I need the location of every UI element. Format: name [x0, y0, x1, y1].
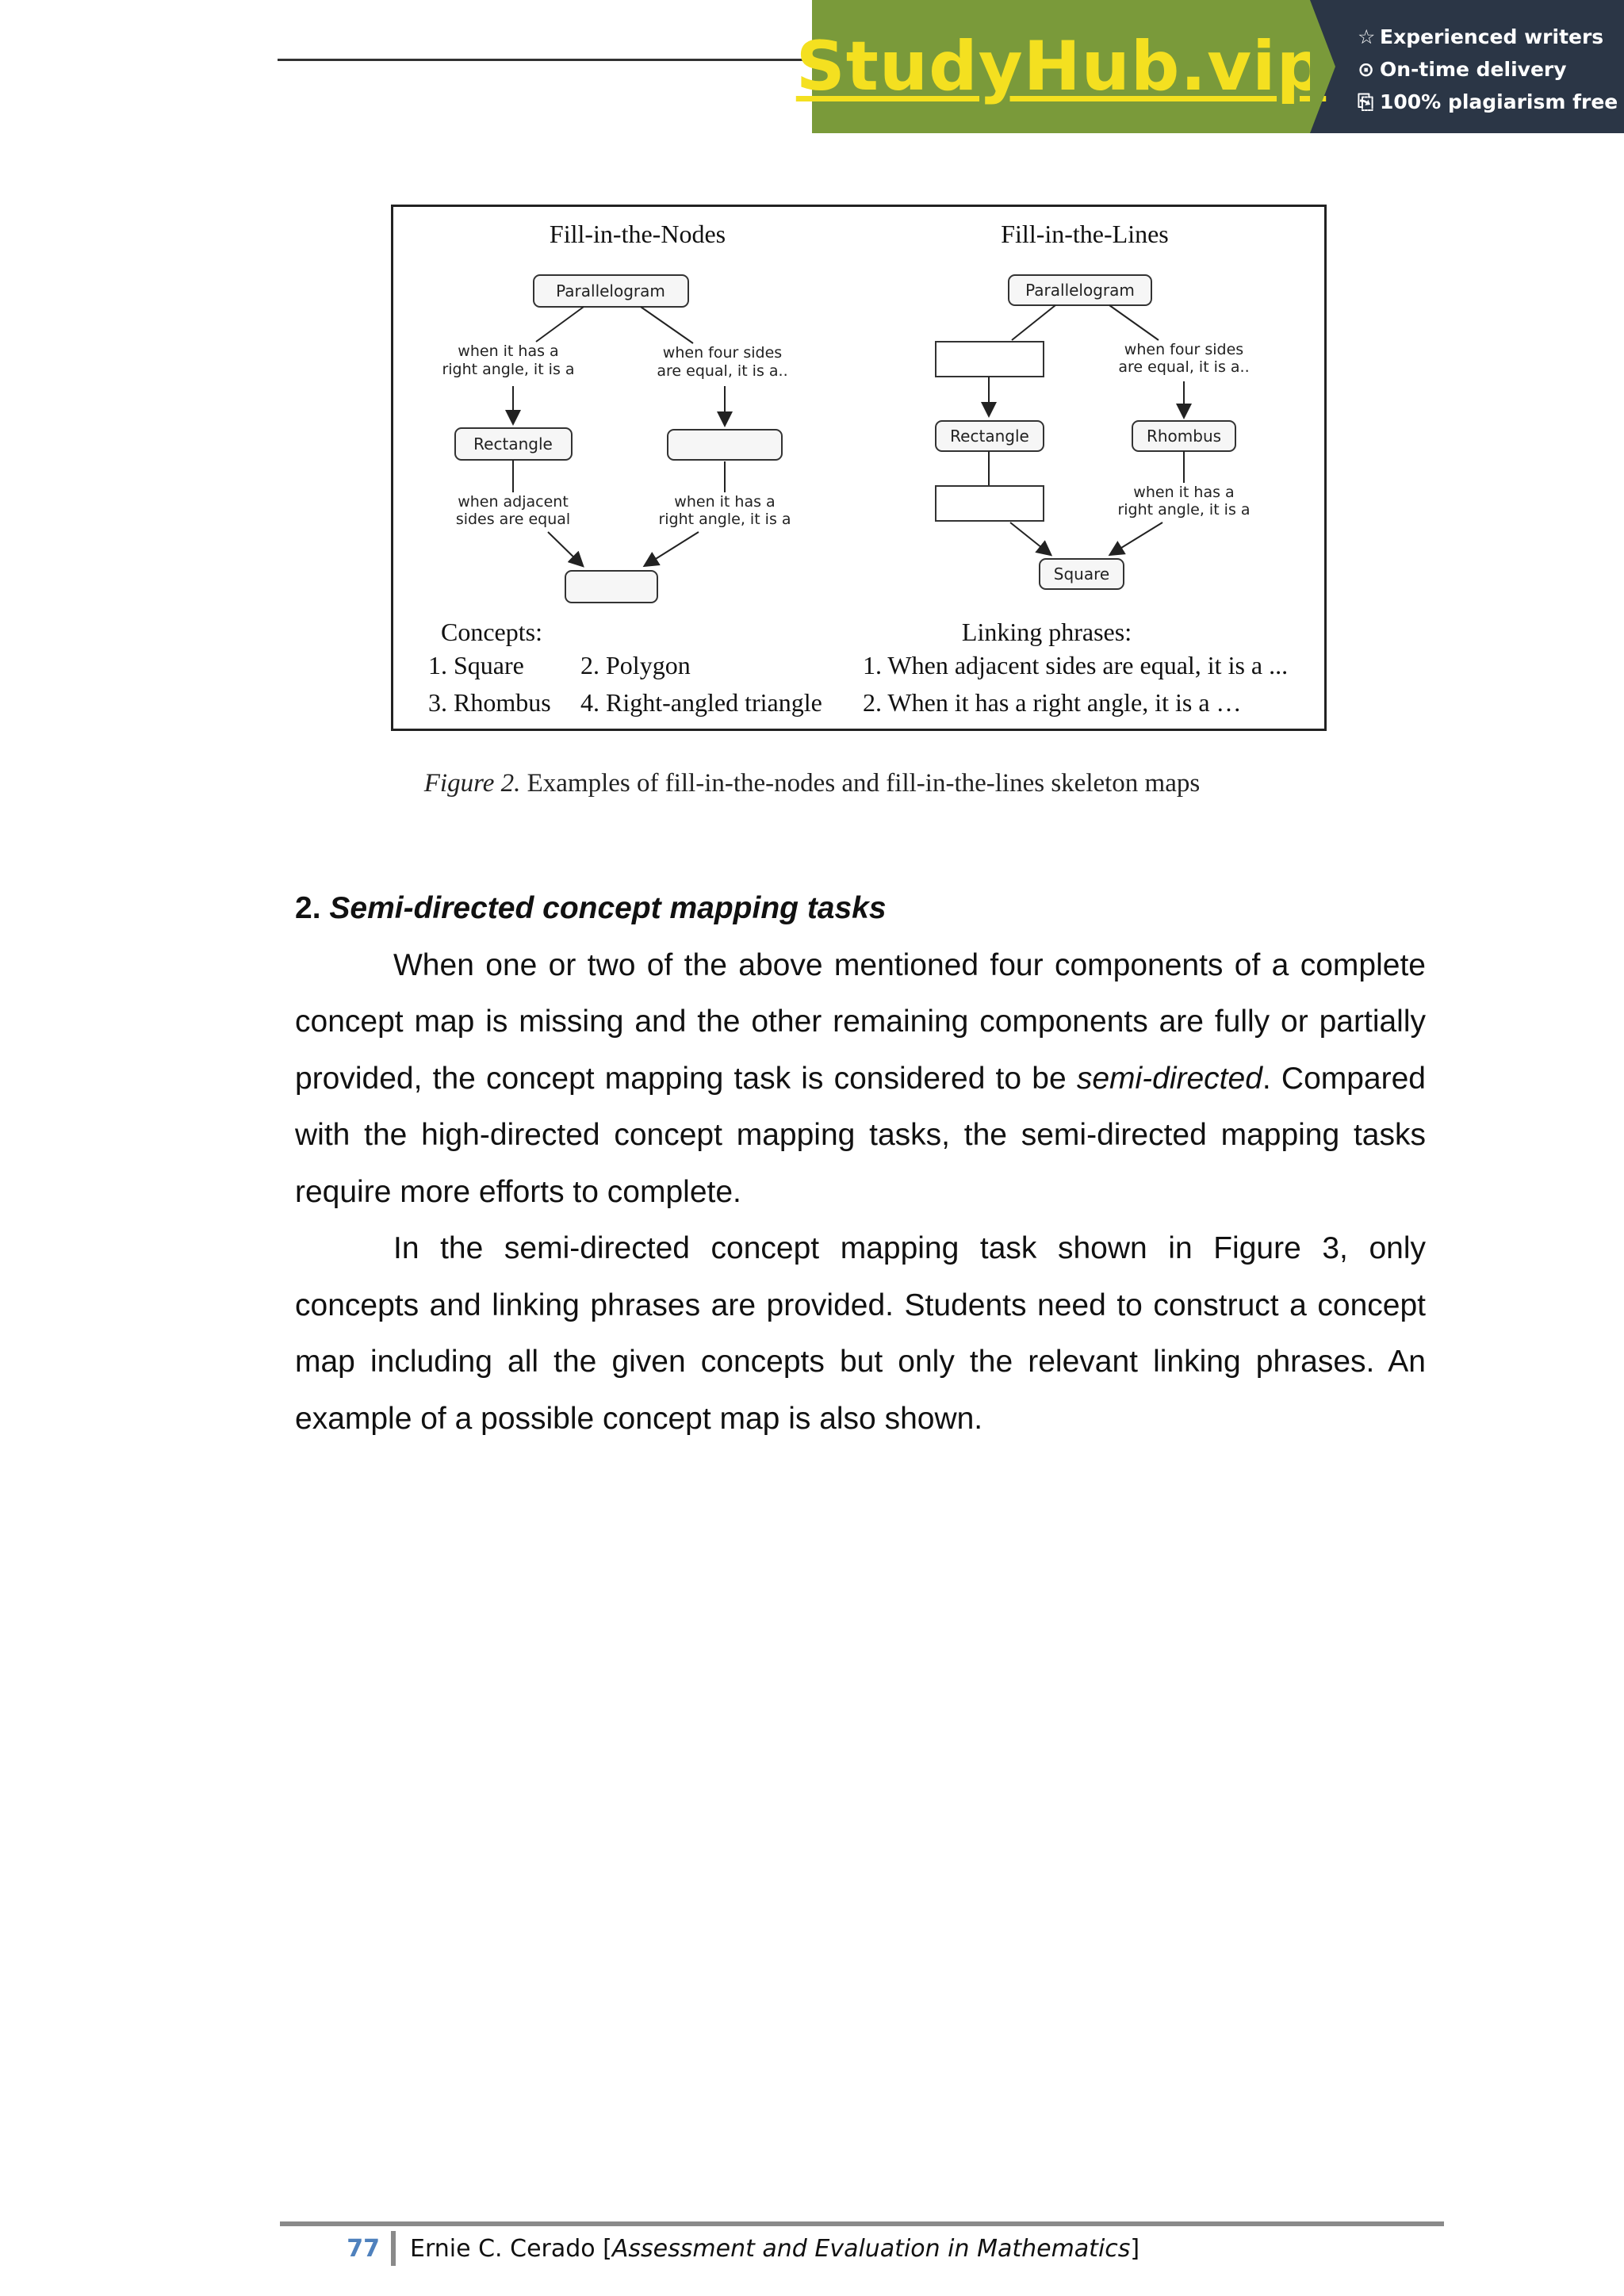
section-heading [295, 880, 1426, 937]
right-rhombus-label: Rhombus [1146, 427, 1222, 446]
footer-author: Ernie C. Cerado [ [410, 2234, 612, 2263]
right-link-four-sides-1: when four sides [1124, 341, 1244, 358]
feature-experienced: ☆ Experienced writers [1358, 21, 1624, 53]
section-number: 2. [295, 891, 330, 925]
footer-separator [391, 2231, 396, 2266]
banner-features [1310, 0, 1624, 133]
left-link-adjacent-2: sides are equal [455, 511, 571, 528]
concept-3: 3. Rhombus [428, 688, 551, 717]
left-link-four-sides-2: are equal, it is a.. [657, 362, 788, 380]
clock-icon: ⊙ [1358, 58, 1374, 81]
right-link-four-sides-2: are equal, it is a.. [1118, 358, 1250, 376]
linking-phrase-2: 2. When it has a right angle, it is a … [863, 688, 1242, 717]
feature-plagiarism: ⎘ 100% plagiarism free [1358, 86, 1624, 118]
left-link-four-sides-1: when four sides [662, 344, 783, 362]
right-link-right-angle-1: when it has a [1133, 484, 1235, 501]
right-blank-link-1 [936, 342, 1044, 377]
right-arrow-2 [1111, 522, 1162, 554]
left-node-blank-1 [668, 430, 782, 460]
paragraph-2: In the semi-directed concept mapping task shown in Figure 3, only concepts and linking phrases are provided. Students need to construct a concept map including all the given concepts but only the relevant linking phrases. An example of a possible concept map is also shown. [295, 1231, 1426, 1436]
concepts-heading: Concepts: [441, 618, 542, 646]
caption-label: Figure 2. [423, 769, 521, 798]
caption-text: Examples of fill-in-the-nodes and fill-in-the-lines skeleton maps [520, 769, 1201, 798]
concept-2: 2. Polygon [580, 651, 691, 679]
left-map-title: Fill-in-the-Nodes [549, 220, 726, 248]
header-rule [278, 59, 817, 61]
left-link-right-angle-b2: right angle, it is a [658, 511, 791, 528]
left-parallelogram-label: Parallelogram [556, 281, 665, 300]
section-body [295, 880, 1426, 1447]
figure-2-skeleton-maps [391, 205, 1327, 731]
banner-brand-area[interactable] [795, 0, 1327, 133]
right-square-label: Square [1053, 564, 1110, 584]
emphasis-semi-directed: semi-directed [1076, 1061, 1262, 1096]
concept-1: 1. Square [428, 651, 524, 679]
page-number: 77 [347, 2234, 380, 2263]
right-map-title: Fill-in-the-Lines [1001, 220, 1169, 248]
right-link-right-angle-2: right angle, it is a [1117, 501, 1251, 519]
right-rectangle-label: Rectangle [950, 427, 1029, 446]
left-rectangle-label: Rectangle [473, 434, 553, 453]
concept-maps-svg [393, 207, 1324, 729]
studyhub-banner[interactable] [795, 0, 1624, 133]
copy-icon: ⎘ [1358, 90, 1374, 113]
concept-4: 4. Right-angled triangle [580, 688, 822, 717]
left-link-adjacent-1: when adjacent [458, 493, 569, 511]
left-line-2 [641, 307, 693, 343]
paragraph-1: When one or two of the above mentioned four components of a complete concept map is missing and the other remaining components are fully or partially provided, the concept mapping task is considered to be semi-directed. Compared with the high-directed concept mapping tasks, the semi-directed mapping tasks require more efforts to complete. [295, 947, 1426, 1209]
linking-heading: Linking phrases: [961, 618, 1132, 646]
left-link-right-angle-1: when it has a [458, 342, 559, 360]
left-link-right-angle-b1: when it has a [674, 493, 776, 511]
left-arrow-2 [645, 532, 699, 565]
linking-phrase-1: 1. When adjacent sides are equal, it is a ... [863, 651, 1289, 679]
left-link-right-angle-2: right angle, it is a [442, 361, 575, 378]
right-parallelogram-label: Parallelogram [1025, 281, 1135, 300]
right-line-1 [1012, 305, 1055, 340]
right-arrow-1 [1010, 522, 1050, 554]
section-title: Semi-directed concept mapping tasks [329, 891, 887, 925]
right-blank-link-2 [936, 486, 1044, 521]
left-line-1 [536, 307, 584, 342]
page-footer: 77 Ernie C. Cerado [ Assessment and Evaluation in Mathematics ] [280, 2229, 1139, 2267]
star-icon: ☆ [1358, 25, 1376, 48]
brand-logo-text[interactable]: StudyHub.vip [795, 27, 1327, 106]
banner-chevron [1310, 0, 1335, 133]
left-arrow-1 [548, 532, 582, 565]
figure-caption [0, 769, 1624, 798]
footer-book-title: Assessment and Evaluation in Mathematics [611, 2234, 1131, 2263]
feature-delivery: ⊙ On-time delivery [1358, 53, 1624, 86]
footer-rule [280, 2221, 1444, 2226]
left-node-blank-2 [565, 571, 657, 603]
right-line-2 [1109, 305, 1159, 340]
